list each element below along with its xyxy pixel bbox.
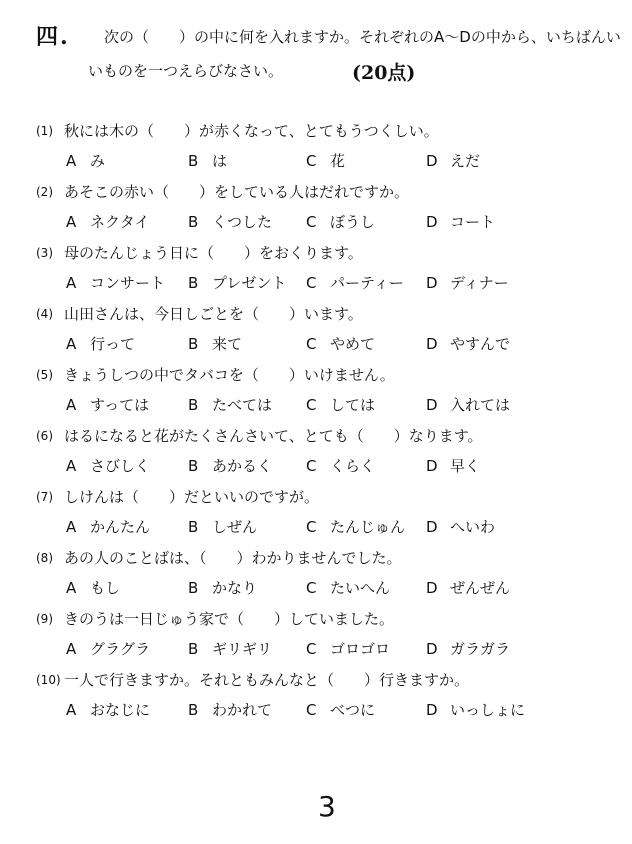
answer-option: [66, 394, 149, 415]
option-text: あかるく: [212, 457, 273, 475]
question-text: きょうしつの中でタバコを（ ）いけません。: [64, 366, 395, 384]
option-letter: A: [66, 457, 77, 475]
question-text: あの人のことばは、（ ）わかりませんでした。: [64, 549, 402, 567]
question-item: [0, 364, 632, 425]
answer-option: [306, 333, 375, 354]
answer-option: [66, 272, 165, 293]
question-item: [0, 242, 632, 303]
question-number: (2): [36, 185, 53, 199]
option-text: 早く: [450, 457, 481, 475]
option-text: ぜんぜん: [450, 579, 511, 597]
question-item: [0, 486, 632, 547]
option-letter: C: [306, 396, 317, 414]
question-line: [36, 181, 409, 203]
option-text: くつした: [212, 213, 273, 231]
question-number: (10): [36, 673, 61, 687]
answer-option: [188, 150, 227, 171]
option-letter: C: [306, 579, 317, 597]
option-letter: B: [188, 457, 199, 475]
question-text: はるになると花がたくさんさいて、とても（ ）なります。: [64, 427, 483, 445]
answer-option: [188, 638, 272, 659]
option-letter: A: [66, 274, 77, 292]
answer-option: [426, 272, 509, 293]
option-text: 行って: [90, 335, 136, 353]
option-text: わかれて: [212, 701, 273, 719]
instruction-line-1: 次の（ ）の中に何を入れますか。それぞれのA～Dの中から、いちばんい: [104, 28, 621, 46]
option-letter: C: [306, 457, 317, 475]
option-letter: D: [426, 396, 438, 414]
answer-option: [306, 638, 390, 659]
option-text: 入れては: [450, 396, 511, 414]
option-text: ギリギリ: [212, 640, 273, 658]
answer-option: [426, 699, 525, 720]
question-text: 母のたんじょう日に（ ）をおくります。: [64, 244, 363, 262]
answer-option: [306, 211, 375, 232]
option-letter: C: [306, 701, 317, 719]
option-text: コンサート: [90, 274, 166, 292]
option-text: くらく: [330, 457, 376, 475]
question-line: [36, 242, 363, 264]
option-letter: B: [188, 640, 199, 658]
option-letter: A: [66, 701, 77, 719]
question-item: [0, 303, 632, 364]
section-number: 四.: [36, 24, 70, 50]
answer-option: [66, 333, 135, 354]
question-line: [36, 486, 319, 508]
option-letter: D: [426, 701, 438, 719]
option-letter: A: [66, 396, 77, 414]
answer-option: [306, 577, 390, 598]
option-text: み: [90, 152, 106, 170]
option-text: えだ: [450, 152, 481, 170]
option-text: は: [212, 152, 228, 170]
option-text: ネクタイ: [90, 213, 150, 231]
answer-option: [188, 272, 286, 293]
option-text: かなり: [212, 579, 258, 597]
answer-option: [66, 638, 150, 659]
page-number: 3: [318, 790, 336, 823]
question-text: きのうは一日じゅう家で（ ）していました。: [64, 610, 395, 628]
option-text: しては: [330, 396, 376, 414]
option-letter: C: [306, 640, 317, 658]
answer-option: [66, 211, 149, 232]
answer-option: [188, 699, 272, 720]
option-letter: D: [426, 457, 438, 475]
question-line: [36, 669, 469, 691]
answer-option: [306, 516, 405, 537]
answer-option: [306, 394, 375, 415]
points-label: (20点): [352, 62, 416, 84]
option-text: へいわ: [450, 518, 496, 536]
answer-option: [306, 272, 404, 293]
option-letter: D: [426, 213, 438, 231]
option-text: やめて: [330, 335, 376, 353]
answer-option: [426, 150, 480, 171]
answer-option: [426, 211, 495, 232]
option-text: たんじゅん: [330, 518, 406, 536]
option-text: パーティー: [330, 274, 404, 292]
option-letter: A: [66, 152, 77, 170]
option-text: いっしょに: [450, 701, 526, 719]
question-number: (1): [36, 124, 53, 138]
question-text: 一人で行きますか。それともみんなと（ ）行きますか。: [64, 671, 470, 689]
option-text: かんたん: [90, 518, 151, 536]
answer-option: [66, 516, 150, 537]
question-item: [0, 547, 632, 608]
option-text: ぼうし: [330, 213, 376, 231]
answer-option: [66, 577, 120, 598]
answer-option: [306, 150, 345, 171]
question-number: (7): [36, 490, 53, 504]
question-item: [0, 425, 632, 486]
option-text: べつに: [330, 701, 376, 719]
option-letter: B: [188, 335, 199, 353]
answer-option: [426, 394, 510, 415]
option-letter: B: [188, 152, 199, 170]
question-number: (4): [36, 307, 53, 321]
question-text: 山田さんは、今日しごとを（ ）います。: [64, 305, 363, 323]
option-letter: C: [306, 152, 317, 170]
question-line: [36, 120, 439, 142]
question-text: あそこの赤い（ ）をしている人はだれですか。: [64, 183, 410, 201]
question-number: (3): [36, 246, 53, 260]
option-letter: A: [66, 335, 77, 353]
option-text: コート: [450, 213, 496, 231]
option-letter: D: [426, 274, 438, 292]
option-letter: C: [306, 335, 317, 353]
question-text: しけんは（ ）だといいのですが。: [64, 488, 320, 506]
question-item: [0, 120, 632, 181]
option-text: もし: [90, 579, 121, 597]
answer-option: [188, 333, 242, 354]
question-line: [36, 608, 394, 630]
option-letter: B: [188, 274, 199, 292]
option-letter: A: [66, 640, 77, 658]
option-text: しぜん: [212, 518, 258, 536]
option-letter: B: [188, 213, 199, 231]
option-text: すっては: [90, 396, 150, 414]
answer-option: [66, 455, 150, 476]
option-letter: C: [306, 274, 317, 292]
option-letter: C: [306, 518, 317, 536]
answer-option: [66, 150, 105, 171]
question-number: (5): [36, 368, 53, 382]
answer-option: [188, 516, 257, 537]
question-line: [36, 364, 395, 386]
option-letter: A: [66, 213, 77, 231]
option-text: おなじに: [90, 701, 151, 719]
answer-option: [426, 333, 510, 354]
option-letter: B: [188, 396, 199, 414]
answer-option: [426, 516, 495, 537]
option-letter: D: [426, 518, 438, 536]
question-number: (6): [36, 429, 53, 443]
option-letter: D: [426, 335, 438, 353]
option-text: ゴロゴロ: [330, 640, 391, 658]
answer-option: [426, 455, 480, 476]
option-text: たべては: [212, 396, 273, 414]
option-text: 花: [330, 152, 346, 170]
option-text: さびしく: [90, 457, 151, 475]
question-line: [36, 425, 483, 447]
option-text: ディナー: [450, 274, 509, 292]
question-number: (8): [36, 551, 53, 565]
answer-option: [66, 699, 150, 720]
option-letter: B: [188, 701, 199, 719]
question-item: [0, 608, 632, 669]
question-line: [36, 303, 363, 325]
answer-option: [306, 699, 375, 720]
option-text: プレゼント: [212, 274, 287, 292]
option-letter: C: [306, 213, 317, 231]
answer-option: [188, 394, 272, 415]
question-item: [0, 669, 632, 730]
option-letter: D: [426, 152, 438, 170]
answer-option: [188, 211, 272, 232]
answer-option: [426, 638, 510, 659]
question-item: [0, 181, 632, 242]
option-letter: D: [426, 579, 438, 597]
option-letter: D: [426, 640, 438, 658]
question-number: (9): [36, 612, 53, 626]
instruction-line-2: いものを一つえらびなさい。: [88, 62, 284, 80]
answer-option: [188, 455, 272, 476]
option-letter: A: [66, 579, 77, 597]
answer-option: [188, 577, 257, 598]
question-text: 秋には木の（ ）が赤くなって、とてもうつくしい。: [64, 122, 439, 140]
option-letter: B: [188, 579, 199, 597]
option-text: たいへん: [330, 579, 391, 597]
answer-option: [306, 455, 375, 476]
question-line: [36, 547, 402, 569]
question-list: [0, 120, 632, 730]
option-letter: B: [188, 518, 199, 536]
option-text: やすんで: [450, 335, 511, 353]
option-text: グラグラ: [90, 640, 151, 658]
answer-option: [426, 577, 510, 598]
option-text: ガラガラ: [450, 640, 511, 658]
option-text: 来て: [212, 335, 243, 353]
option-letter: A: [66, 518, 77, 536]
